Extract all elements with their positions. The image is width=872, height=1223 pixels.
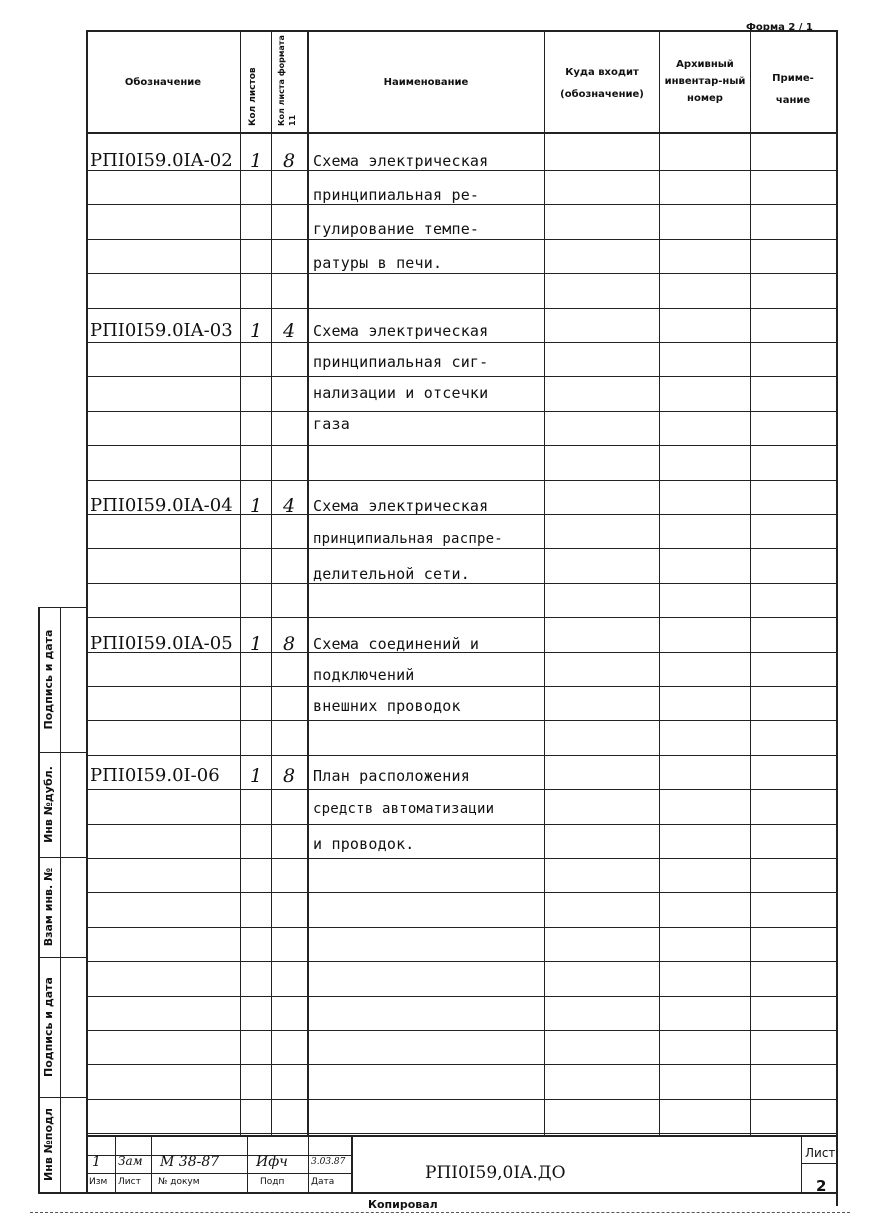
entry-name-line: принципиальная сиг- [313, 353, 489, 371]
entry-sheets: 1 [249, 765, 263, 787]
tb-doc-num: М 38-87 [160, 1154, 220, 1170]
entry-designation: РПI0I59.0IA-04 [90, 495, 233, 516]
row-line [86, 204, 838, 205]
entry-name-line: нализации и отсечки [313, 384, 489, 402]
stamp-outer-left [38, 607, 40, 1192]
tb-col-label: № докум [158, 1177, 200, 1187]
form-label: Форма 2 / 1 [746, 22, 813, 33]
entry-designation: РПI0I59.0I-06 [90, 765, 220, 786]
row-line [86, 480, 838, 481]
row-line [86, 376, 838, 377]
document-code: РПI0I59,0IA.ДО [425, 1163, 566, 1183]
row-line [86, 445, 838, 446]
header-bottom-line [86, 132, 838, 134]
header-sheets-count: Кол листов [248, 67, 258, 126]
entry-name-line: внешних проводок [313, 697, 461, 715]
entry-designation: РПI0I59.0IA-03 [90, 320, 233, 341]
stamp-label: Подпись и дата [42, 629, 55, 730]
entry-name-line: и проводок. [313, 835, 415, 853]
entry-sheets: 1 [249, 495, 263, 517]
title-block-top [86, 1135, 838, 1137]
entry-name-line: Схема электрическая [313, 152, 489, 170]
row-line [86, 1030, 838, 1031]
tb-col-e [351, 1135, 353, 1192]
tb-col-a [115, 1135, 116, 1192]
tb-row-line-2 [86, 1173, 351, 1174]
header-note: Приме-чание [772, 73, 814, 106]
entry-name-line: подключений [313, 666, 415, 684]
entry-name-line: принципиальная распре- [313, 531, 503, 547]
row-line [86, 858, 838, 859]
frame-top [86, 30, 838, 32]
row-line [86, 755, 838, 756]
tb-col-b [151, 1135, 152, 1192]
row-line [86, 961, 838, 962]
sheet-label: Лист [805, 1146, 836, 1160]
stamp-label: Взам инв. № [42, 867, 55, 947]
tb-date: 3.03.87 [311, 1157, 346, 1167]
row-line [86, 411, 838, 412]
header-archive-number: Архивный инвентар-ный номер [664, 59, 746, 104]
stamp-label: Подпись и дата [42, 977, 55, 1077]
tb-change-type: Зам [118, 1154, 143, 1168]
stamp-div-4 [38, 1097, 86, 1098]
tb-col-label: Дата [311, 1177, 335, 1187]
stamp-top [38, 607, 86, 608]
header-format: Кол листа формата 11 [277, 35, 297, 126]
row-line [86, 308, 838, 309]
row-line [86, 583, 838, 584]
stamp-div-1 [38, 752, 86, 753]
row-line [86, 824, 838, 825]
entry-name-line: ратуры в печи. [313, 254, 443, 272]
tb-signature: Ифч [256, 1154, 288, 1170]
tb-change-num: 1 [92, 1154, 101, 1170]
entry-name-line: План расположения [313, 767, 470, 785]
frame-bottom [38, 1192, 838, 1194]
row-line [86, 686, 838, 687]
header-name: Наименование [383, 77, 469, 88]
header-designation: Обозначение [124, 77, 202, 88]
stamp-div-2 [38, 857, 86, 858]
row-line [86, 1099, 838, 1100]
stamp-label: Инв №дубл. [42, 766, 55, 843]
tb-col-c [247, 1135, 248, 1192]
row-line [86, 617, 838, 618]
footer-copied: Копировал [368, 1198, 438, 1211]
header-where-used: Куда входит (обозначение) [560, 67, 644, 100]
entry-sheets: 1 [249, 320, 263, 342]
stamp-inner-divider [60, 607, 61, 1192]
entry-format: 8 [282, 765, 296, 787]
row-line [86, 239, 838, 240]
entry-designation: РПI0I59.0IA-05 [90, 633, 233, 654]
stamp-div-3 [38, 957, 86, 958]
tb-col-label: Подп [260, 1177, 285, 1187]
entry-format: 4 [282, 320, 296, 342]
entry-format: 8 [282, 633, 296, 655]
tb-col-d [308, 1135, 309, 1192]
entry-name-line: принципиальная ре- [313, 186, 480, 204]
entry-format: 8 [282, 150, 296, 172]
row-line [86, 273, 838, 274]
sheet-number: 2 [816, 1177, 827, 1195]
entry-sheets: 1 [249, 633, 263, 655]
entry-name-line: Схема электрическая [313, 497, 489, 515]
row-line [86, 789, 838, 790]
stamp-label: Инв №подл [42, 1108, 55, 1181]
entry-name-line: гулирование темпе- [313, 220, 480, 238]
entry-format: 4 [282, 495, 296, 517]
entry-name-line: средств автоматизации [313, 801, 495, 817]
entry-sheets: 1 [249, 150, 263, 172]
entry-name-line: газа [313, 415, 350, 433]
row-line [86, 892, 838, 893]
entry-designation: РПI0I59.0IA-02 [90, 150, 233, 171]
entry-name-line: Схема электрическая [313, 322, 489, 340]
row-line [86, 1064, 838, 1065]
footer-line [30, 1212, 850, 1213]
row-line [86, 927, 838, 928]
row-line [86, 720, 838, 721]
entry-name-line: делительной сети. [313, 565, 470, 583]
tb-sheet-line [801, 1163, 838, 1164]
tb-col-label: Изм [89, 1177, 108, 1187]
tb-col-label: Лист [118, 1177, 141, 1187]
row-line [86, 996, 838, 997]
row-line [86, 1133, 838, 1134]
entry-name-line: Схема соединений и [313, 635, 480, 653]
row-line [86, 342, 838, 343]
row-line [86, 548, 838, 549]
